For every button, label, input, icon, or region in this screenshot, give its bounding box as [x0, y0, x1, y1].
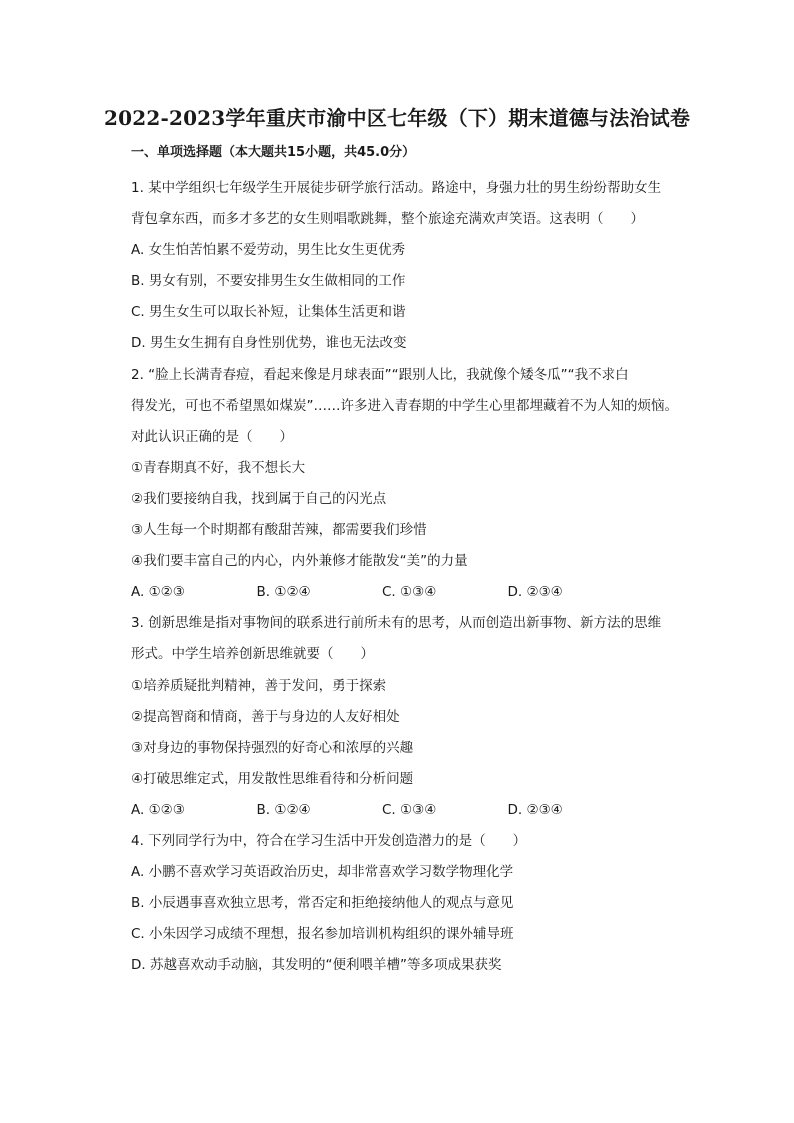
statement-item: ④我们要丰富自己的内心，内外兼修才能散发“美”的力量: [131, 553, 468, 570]
answer-option: B. 小辰遇事喜欢独立思考，常否定和拒绝接纳他人的观点与意见: [131, 895, 514, 912]
choice-option: D. ②③④: [507, 801, 563, 818]
answer-option: C. 小朱因学习成绩不理想，报名参加培训机构组织的课外辅导班: [131, 926, 514, 943]
answer-option: C. 男生女生可以取长补短，让集体生活更和谐: [131, 304, 406, 321]
question-stem-line: 4. 下列同学行为中，符合在学习生活中开发创造潜力的是（ ）: [131, 832, 527, 849]
section-heading: 一、单项选择题（本大题共15小题，共45.0分）: [131, 145, 416, 160]
choice-option: A. ①②③: [131, 584, 185, 601]
question-stem-line: 背包拿东西，而多才多艺的女生则唱歌跳舞，整个旅途充满欢声笑语。这表明（ ）: [131, 211, 644, 228]
statement-item: ③人生每一个时期都有酸甜苦辣，都需要我们珍惜: [131, 522, 427, 539]
answer-option: A. 小鹏不喜欢学习英语政治历史，却非常喜欢学习数学物理化学: [131, 864, 514, 881]
statement-item: ④打破思维定式，用发散性思维看待和分析问题: [131, 770, 414, 787]
page-title: 2022-2023学年重庆市渝中区七年级（下）期末道德与法治试卷: [103, 106, 691, 130]
question-stem-line: 对此认识正确的是（ ）: [131, 428, 293, 445]
question-stem-line: 形式。中学生培养创新思维就要（ ）: [131, 646, 374, 663]
question-stem-line: 2. “脸上长满青春痘，看起来像是月球表面”“跟别人比，我就像个矮冬瓜”“我不求白: [131, 366, 629, 383]
choice-row: [131, 577, 711, 608]
question-2: [131, 360, 711, 609]
choice-option: B. ①②④: [256, 584, 311, 601]
statement-item: ③对身边的事物保持强烈的好奇心和浓厚的兴趣: [131, 739, 414, 756]
choice-option: C. ①③④: [382, 801, 437, 818]
choice-option: D. ②③④: [507, 584, 563, 601]
choice-option: A. ①②③: [131, 801, 185, 818]
questions-area: [131, 173, 711, 981]
question-4: [131, 826, 711, 981]
statement-item: ②我们要接纳自我，找到属于自己的闪光点: [131, 490, 387, 507]
statement-item: ①培养质疑批判精神，善于发问，勇于探索: [131, 677, 387, 694]
statement-item: ②提高智商和情商，善于与身边的人友好相处: [131, 708, 400, 725]
statement-item: ①青春期真不好，我不想长大: [131, 459, 306, 476]
choice-row: [131, 795, 711, 826]
question-1: [131, 173, 711, 360]
answer-option: D. 男生女生拥有自身性别优势，谁也无法改变: [131, 335, 407, 352]
question-3: [131, 608, 711, 826]
choice-option: C. ①③④: [382, 584, 437, 601]
question-stem-line: 1. 某中学组织七年级学生开展徒步研学旅行活动。路途中，身强力壮的男生纷纷帮助女生: [131, 180, 662, 196]
answer-option: D. 苏越喜欢动手动脑，其发明的“便利喂羊槽”等多项成果获奖: [131, 957, 502, 974]
answer-option: B. 男女有别，不要安排男生女生做相同的工作: [131, 273, 406, 290]
question-stem-line: 3. 创新思维是指对事物间的联系进行前所未有的思考，从而创造出新事物、新方法的思维: [131, 615, 662, 632]
question-stem-line: 得发光，可也不希望黑如煤炭”……许多进入青春期的中学生心里都埋藏着不为人知的烦恼。: [131, 397, 678, 414]
answer-option: A. 女生怕苦怕累不爱劳动，男生比女生更优秀: [131, 242, 406, 259]
choice-option: B. ①②④: [256, 801, 311, 818]
